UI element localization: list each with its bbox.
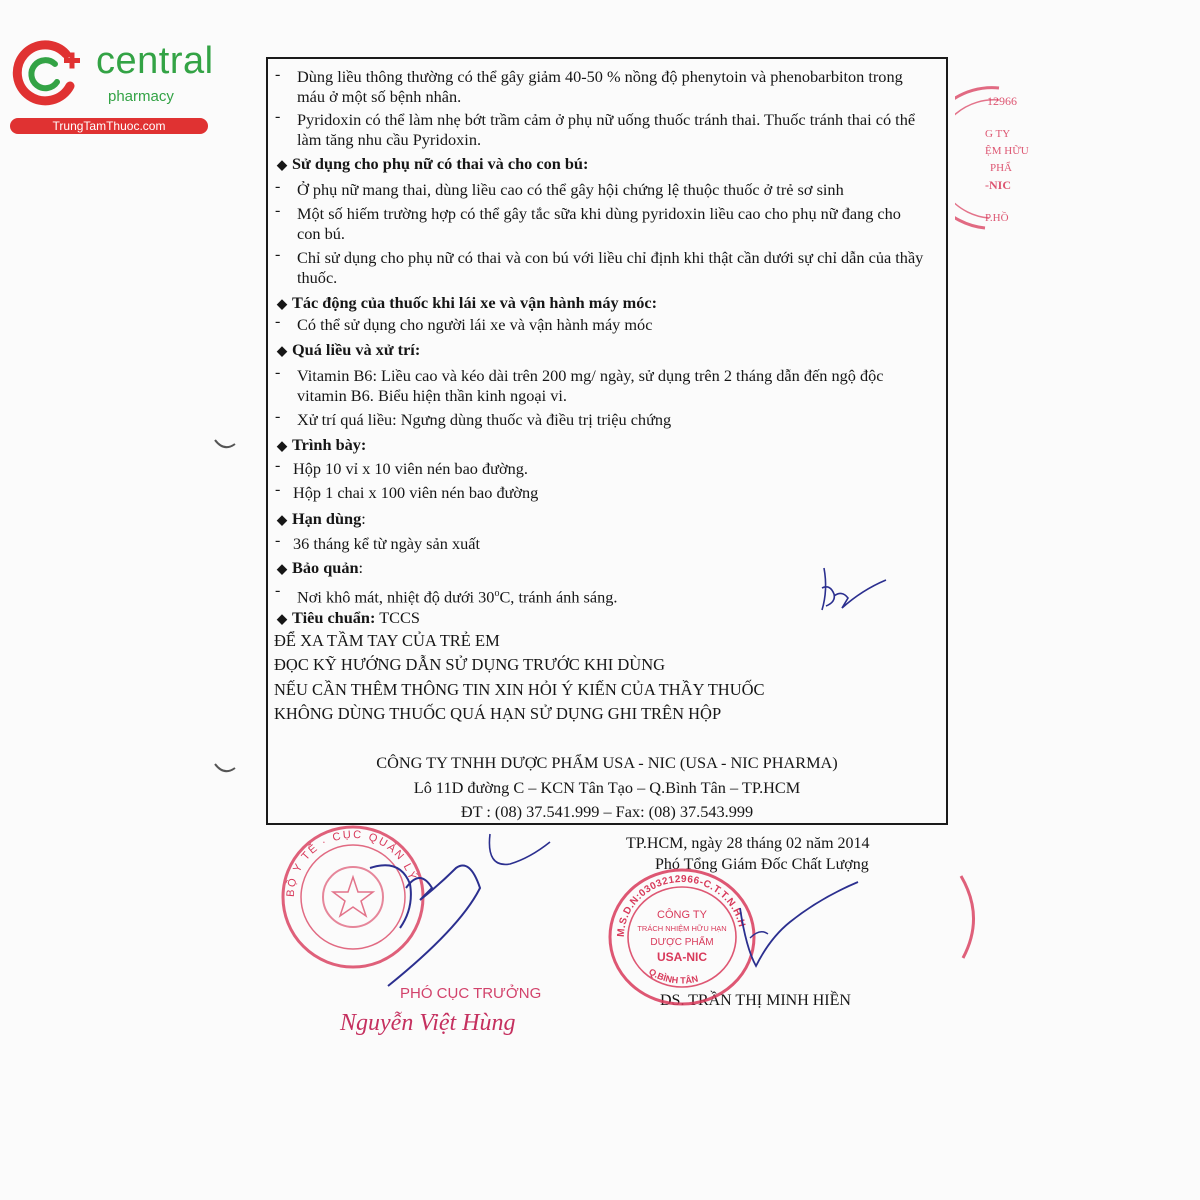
stamp-line: TRÁCH NHIỆM HỮU HẠN — [637, 924, 727, 933]
authority-name: Nguyễn Việt Hùng — [340, 1010, 516, 1036]
text-line: thuốc. — [297, 268, 338, 287]
text-line: Pyridoxin có thể làm nhẹ bớt trầm cảm ở phụ nữ uống thuốc tránh thai. Thuốc tránh thai có thể — [297, 110, 916, 129]
stamp-ring-text: M.S.D.N:0303212966-C.T.T.N.H.H — [615, 873, 748, 938]
text-line: Một số hiếm trường hợp có thể gây tắc sữa khi dùng pyridoxin liều cao cho phụ nữ đang cho — [297, 204, 901, 223]
edge-stamp-fragment: G TY — [985, 128, 1011, 140]
company-signature-icon — [720, 878, 870, 978]
text-line: Hộp 10 vỉ x 10 viên nén bao đường. — [293, 459, 528, 478]
bullet-dash: - — [275, 66, 281, 83]
bullet-dash: - — [275, 481, 281, 498]
section-heading-pregnancy: ◆ Sử dụng cho phụ nữ có thai và cho con bú: — [277, 154, 589, 173]
text-line: 36 tháng kể từ ngày sản xuất — [293, 534, 480, 553]
initials-signature-icon — [812, 560, 892, 620]
section-heading-driving: ◆ Tác động của thuốc khi lái xe và vận hành máy móc: — [277, 293, 658, 312]
authority-signature-icon — [360, 828, 560, 988]
diamond-bullet-icon: ◆ — [277, 296, 287, 311]
text-line: Vitamin B6: Liều cao và kéo dài trên 200 mg/ ngày, sử dụng trên 2 tháng dẫn đến ngộ độc — [297, 366, 884, 385]
bullet-dash: - — [275, 408, 281, 425]
company-phone: ĐT : (08) 37.541.999 – Fax: (08) 37.543.999 — [460, 802, 754, 821]
text-line-storage: Nơi khô mát, nhiệt độ dưới 30$^o$C, tránh ánh sáng. — [297, 587, 618, 607]
place-date: TP.HCM, ngày 28 tháng 02 năm 2014 — [626, 835, 870, 852]
text-line: Chỉ sử dụng cho phụ nữ có thai và con bú với liều chỉ định khi thật cần dưới sự chỉ dẫn của thầy — [297, 248, 924, 267]
bullet-dash: - — [275, 246, 281, 263]
section-heading-presentation: ◆ Trình bày: — [277, 435, 367, 454]
edge-stamp-fragment: ỆM HỮU — [985, 145, 1029, 157]
bullet-dash: - — [275, 202, 281, 219]
warning-line: ĐỂ XA TẦM TAY CỦA TRẺ EM — [274, 631, 500, 650]
stamp-line: USA-NIC — [657, 950, 707, 964]
company-address: Lô 11D đường C – KCN Tân Tạo – Q.Bình Tân – TP.HCM — [413, 778, 801, 797]
text-line: máu ở một số bệnh nhân. — [297, 87, 462, 106]
stamp-line: DƯỢC PHẨM — [650, 937, 714, 948]
edge-stamp-fragment: P.HỒ — [985, 212, 1009, 224]
binder-hole-icon — [212, 436, 238, 454]
text-line: vitamin B6. Biểu hiện thần kinh ngoại vi. — [297, 386, 567, 405]
bullet-dash: - — [275, 178, 281, 195]
diamond-bullet-icon: ◆ — [277, 343, 287, 358]
text-line: Dùng liều thông thường có thể gây giảm 40-50 % nồng độ phenytoin và phenobarbiton trong — [297, 67, 903, 86]
section-heading-shelf-life: ◆ Hạn dùng: — [277, 509, 366, 528]
text-line: Ở phụ nữ mang thai, dùng liều cao có thể gây hội chứng lệ thuộc thuốc ở trẻ sơ sinh — [297, 180, 844, 199]
bullet-dash: - — [275, 108, 281, 125]
bullet-dash: - — [275, 532, 281, 549]
pharmacy-cross-logo-icon — [12, 40, 84, 106]
central-pharmacy-logo[interactable] — [10, 38, 220, 134]
diamond-bullet-icon: ◆ — [277, 611, 287, 626]
diamond-bullet-icon: ◆ — [277, 438, 287, 453]
edge-stamp-fragment: PHẨ — [990, 162, 1013, 174]
signoff-name: DS. TRẦN THỊ MINH HIỀN — [660, 992, 851, 1009]
text-line: Hộp 1 chai x 100 viên nén bao đường — [293, 483, 539, 502]
text-line: làm tăng nhu cầu Pyridoxin. — [297, 130, 482, 149]
bullet-dash: - — [275, 582, 281, 599]
partial-stamp-icon — [955, 872, 985, 962]
edge-stamp-fragment: 12966 — [987, 94, 1017, 108]
stamp-line: CÔNG TY — [657, 909, 707, 921]
text-line: Có thể sử dụng cho người lái xe và vận hành máy móc — [297, 315, 653, 334]
bullet-dash: - — [275, 457, 281, 474]
svg-text:Q.BÌNH TÂN — [647, 967, 699, 986]
diamond-bullet-icon: ◆ — [277, 561, 287, 576]
text-line: con bú. — [297, 224, 345, 243]
ministry-ring-text: BỘ Y TẾ · CỤC QUẢN LÝ — [284, 828, 419, 898]
section-heading-standard: ◆ Tiêu chuẩn: TCCS — [277, 608, 420, 627]
section-heading-storage: ◆ Bảo quản: — [277, 558, 364, 577]
authority-role: PHÓ CỤC TRƯỞNG — [400, 985, 542, 1002]
warning-line: ĐỌC KỸ HƯỚNG DẪN SỬ DỤNG TRƯỚC KHI DÙNG — [274, 655, 666, 674]
bullet-dash: - — [275, 313, 281, 330]
text-line: Xử trí quá liều: Ngưng dùng thuốc và điều trị triệu chứng — [297, 410, 672, 429]
company-name: CÔNG TY TNHH DƯỢC PHẨM USA - NIC (USA - NIC PHARMA) — [376, 753, 838, 772]
logo-title: central — [96, 40, 214, 82]
signoff-role: Phó Tổng Giám Đốc Chất Lượng — [655, 856, 869, 873]
edge-stamp-fragment: -NIC — [985, 178, 1011, 192]
logo-site-url[interactable]: TrungTamThuoc.com — [10, 118, 208, 134]
diamond-bullet-icon: ◆ — [277, 157, 287, 172]
bullet-dash: - — [275, 364, 281, 381]
warning-line: KHÔNG DÙNG THUỐC QUÁ HẠN SỬ DỤNG GHI TRÊN HỘP — [274, 704, 722, 723]
binder-hole-icon — [212, 760, 238, 778]
section-heading-overdose: ◆ Quá liều và xử trí: — [277, 340, 421, 359]
logo-subtitle: pharmacy — [108, 88, 174, 105]
diamond-bullet-icon: ◆ — [277, 512, 287, 527]
leaflet-box — [266, 57, 948, 825]
stamp-ring-bottom-text: Q.BÌNH TÂN — [647, 966, 700, 986]
warning-line: NẾU CẦN THÊM THÔNG TIN XIN HỎI Ý KIẾN CỦA THẦY THUỐC — [274, 680, 765, 699]
